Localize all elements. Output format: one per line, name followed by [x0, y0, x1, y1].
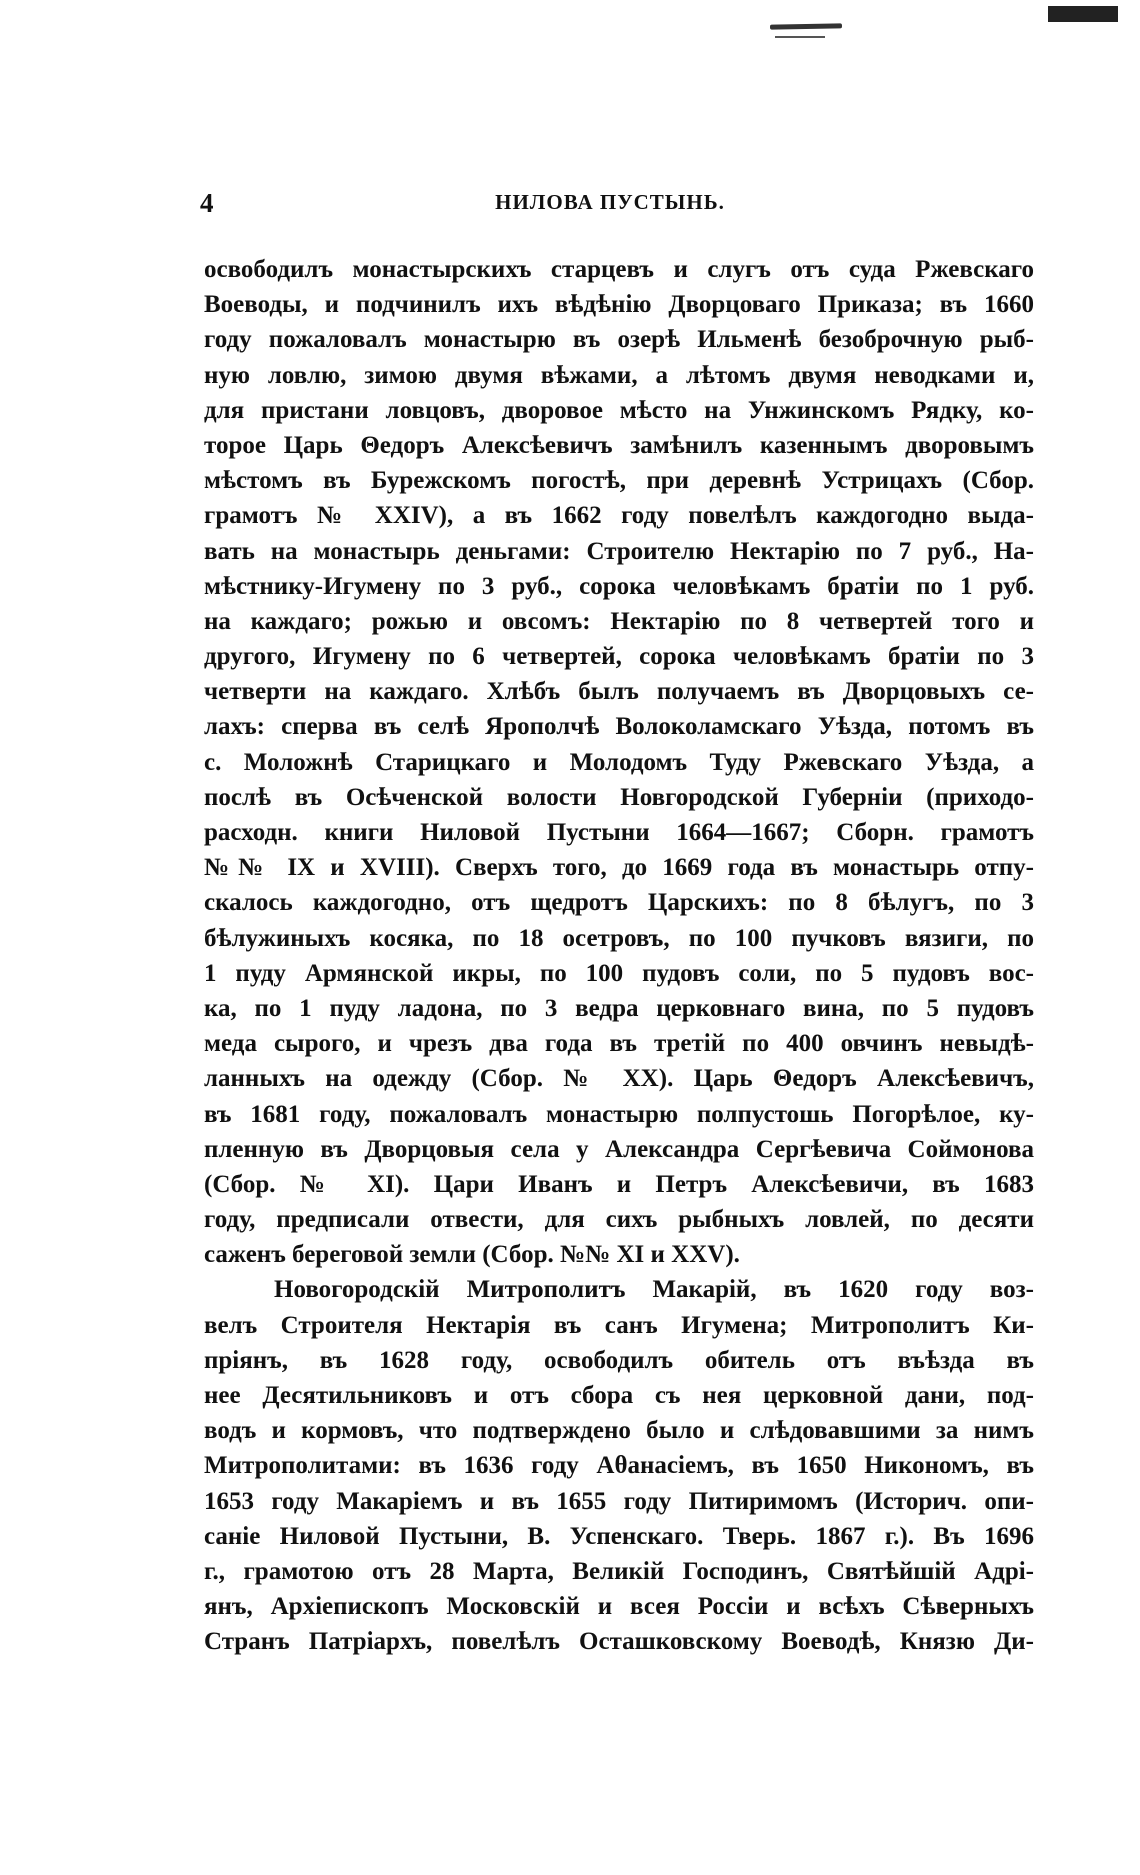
page-number: 4: [200, 188, 214, 218]
text-line: ка, по 1 пуду ладона, по 3 ведра церковнаго вина, по 5 пудовъ: [204, 994, 1034, 1022]
text-line: грамотъ № XXIV), а въ 1662 году повелѣлъ каждогодно выда-: [204, 502, 1034, 530]
text-line: меда сырого, и чрезъ два года въ третій по 400 овчинъ невыдѣ-: [204, 1030, 1034, 1058]
text-line: ную ловлю, зимою двумя вѣжами, а лѣтомъ двумя неводками и,: [204, 361, 1034, 389]
text-line: нее Десятильниковъ и отъ сбора съ нея церковной дани, под-: [204, 1382, 1034, 1409]
text-line: (Сбор. № XI). Цари Иванъ и Петръ Алексѣевичи, въ 1683: [204, 1170, 1034, 1198]
text-line: ланныхъ на одежду (Сбор. № XX). Царь Θедоръ Алексѣевичъ,: [204, 1065, 1034, 1093]
running-title: НИЛОВА ПУСТЫНЬ.: [495, 190, 725, 214]
text-line: 1 пуду Армянской икры, по 100 пудовъ соли, по 5 пудовъ вос-: [204, 959, 1034, 987]
text-line: для пристани ловцовъ, дворовое мѣсто на Унжинскомъ Рядку, ко-: [204, 396, 1034, 424]
text-line: №№ IX и XVIII). Сверхъ того, до 1669 года въ монастырь отпу-: [204, 854, 1034, 882]
text-line: другого, Игумену по 6 четвертей, сорока человѣкамъ братіи по 3: [204, 643, 1034, 671]
text-line: торое Царь Θедоръ Алексѣевичъ замѣнилъ казеннымъ дворовымъ: [204, 431, 1034, 459]
text-line: пріянъ, въ 1628 году, освободилъ обитель отъ въѣзда въ: [204, 1346, 1034, 1374]
text-line: 1653 году Макаріемъ и въ 1655 году Питиримомъ (Историч. опи-: [204, 1487, 1034, 1515]
text-line: саженъ береговой земли (Сбор. №№ XI и XXV).: [204, 1241, 740, 1269]
text-line: мѣстнику-Игумену по 3 руб., сорока человѣкамъ братіи по 1 руб.: [204, 572, 1034, 600]
text-line: освободилъ монастырскихъ старцевъ и слугъ отъ суда Ржевскаго: [204, 256, 1034, 283]
text-line: пленную въ Дворцовыя села у Александра Сергѣевича Соймонова: [204, 1135, 1034, 1163]
text-line: саніе Ниловой Пустыни, В. Успенскаго. Тверь. 1867 г.). Въ 1696: [204, 1522, 1034, 1550]
text-line: г., грамотою отъ 28 Марта, Великій Господинъ, Святѣйшій Адрі-: [204, 1557, 1034, 1585]
text-line: вать на монастырь деньгами: Строителю Нектарію по 7 руб., На-: [204, 537, 1034, 565]
text-line: Новогородскій Митрополитъ Макарій, въ 1620 году воз-: [274, 1276, 1034, 1304]
text-line: Странъ Патріархъ, повелѣлъ Осташковскому Воеводѣ, Князю Ди-: [204, 1628, 1034, 1656]
scan-artifact-line: [775, 36, 825, 38]
text-line: послѣ въ Осѣченской волости Новгородской Губерніи (приходо-: [204, 783, 1034, 811]
body-text: [204, 252, 1034, 1660]
text-line: году, предписали отвести, для сихъ рыбныхъ ловлей, по десяти: [204, 1206, 1034, 1234]
text-line: Воеводы, и подчинилъ ихъ вѣдѣнію Дворцоваго Приказа; въ 1660: [204, 291, 1034, 319]
text-line: с. Моложнѣ Старицкаго и Молодомъ Туду Ржевскаго Уѣзда, а: [204, 748, 1034, 776]
text-line: расходн. книги Ниловой Пустыни 1664—1667; Сборн. грамотъ: [204, 819, 1034, 846]
text-line: водъ и кормовъ, что подтверждено было и слѣдовавшими за нимъ: [204, 1417, 1034, 1445]
text-line: скалось каждогодно, отъ щедротъ Царскихъ: по 8 бѣлугъ, по 3: [204, 889, 1034, 917]
text-line: на каждаго; рожью и овсомъ: Нектарію по 8 четвертей того и: [204, 607, 1034, 635]
text-line: янъ, Архіепископъ Московскій и всея Россіи и всѣхъ Сѣверныхъ: [204, 1593, 1034, 1621]
text-line: четверти на каждаго. Хлѣбъ былъ получаемъ въ Дворцовыхъ се-: [204, 678, 1034, 706]
text-line: велъ Строителя Нектарія въ санъ Игумена; Митрополитъ Ки-: [204, 1311, 1034, 1339]
text-line: въ 1681 году, пожаловалъ монастырю полпустошь Погорѣлое, ку-: [204, 1100, 1034, 1128]
text-line: году пожаловалъ монастырю въ озерѣ Ильменѣ безоброчную рыб-: [204, 326, 1034, 354]
scan-artifact-mark: [1048, 6, 1118, 22]
text-line: Митрополитами: въ 1636 году Аθанасіемъ, въ 1650 Никономъ, въ: [204, 1452, 1034, 1480]
text-line: лахъ: сперва въ селѣ Ярополчѣ Волоколамскаго Уѣзда, потомъ въ: [204, 713, 1034, 741]
text-line: бѣлужиныхъ косяка, по 18 осетровъ, по 100 пучковъ вязиги, по: [204, 924, 1034, 952]
text-line: мѣстомъ въ Бурежскомъ погостѣ, при деревнѣ Устрицахъ (Сбор.: [204, 467, 1034, 495]
scan-artifact-dash: [770, 23, 842, 29]
